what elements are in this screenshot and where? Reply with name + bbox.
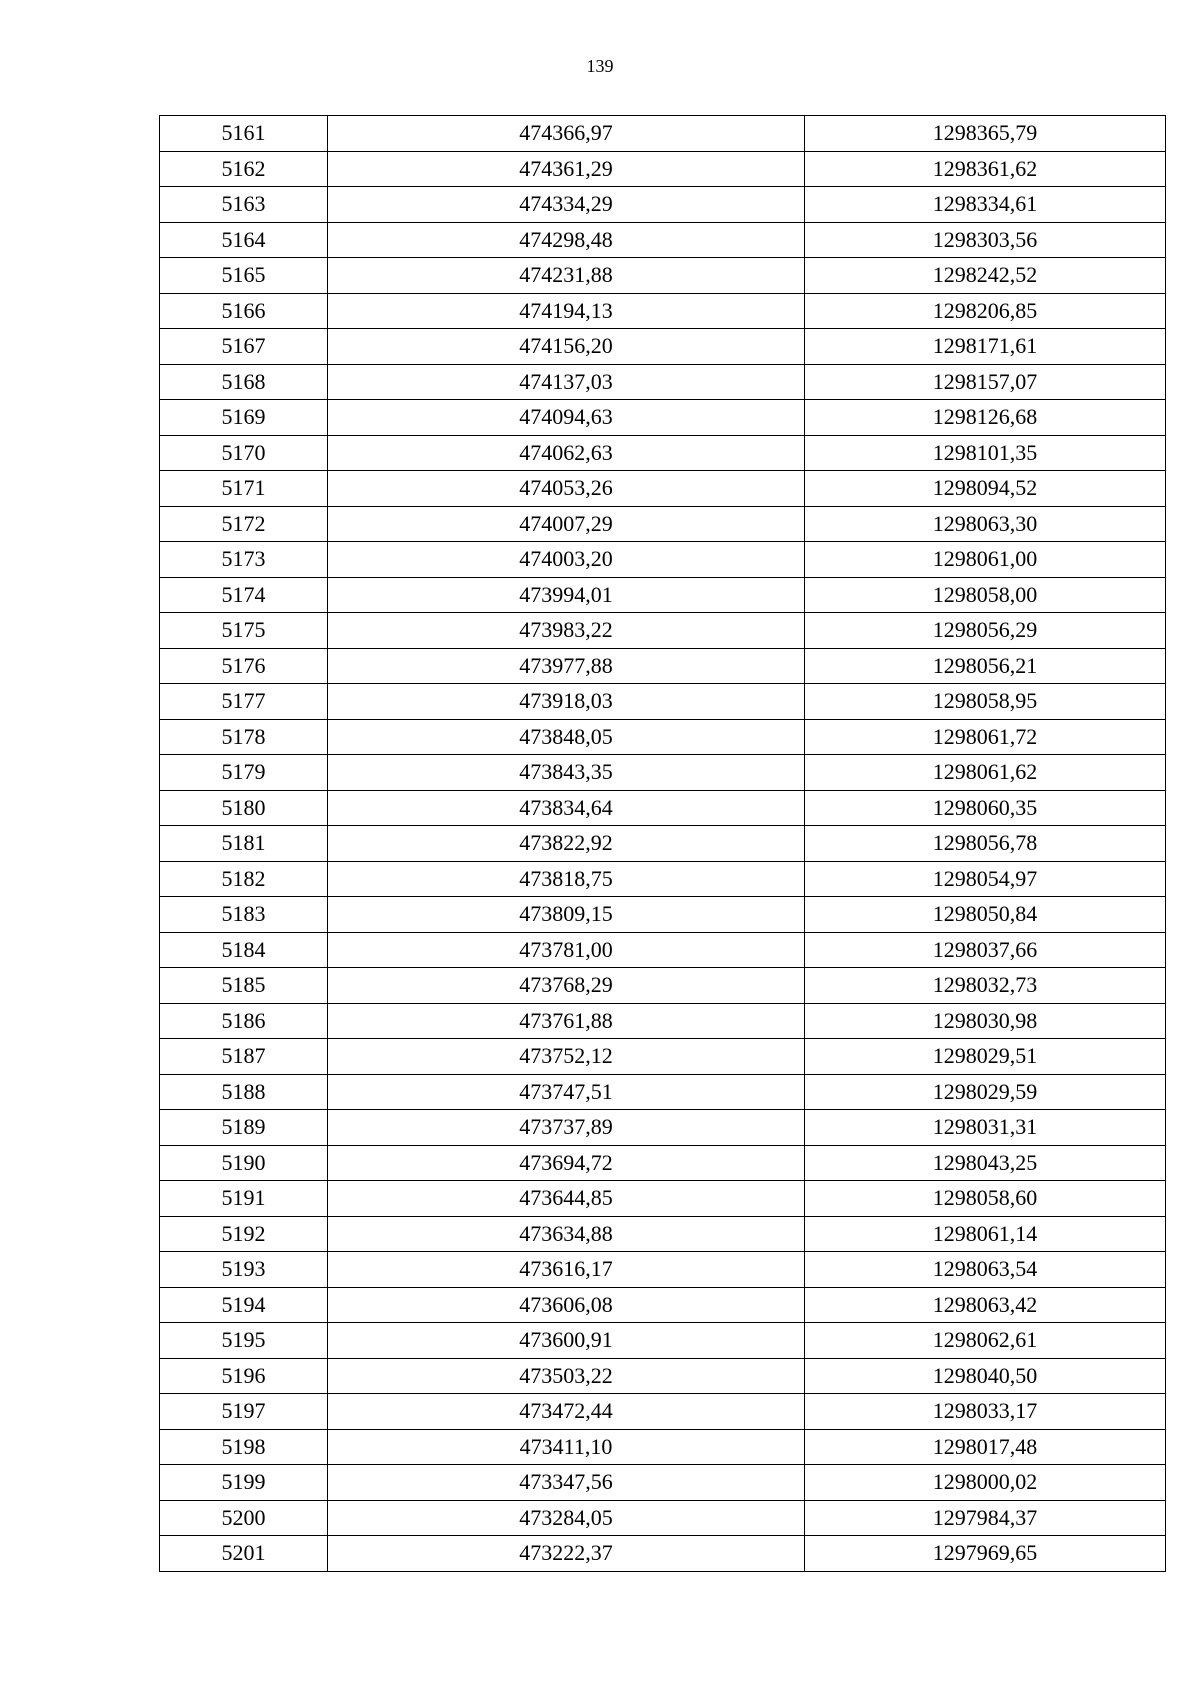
table-row bbox=[160, 1039, 1166, 1075]
point-number-cell: 5181 bbox=[160, 826, 328, 862]
y-coordinate-cell: 1298032,73 bbox=[805, 968, 1166, 1004]
x-coordinate-cell: 473616,17 bbox=[328, 1252, 805, 1288]
point-number-cell: 5176 bbox=[160, 648, 328, 684]
y-coordinate-cell: 1298031,31 bbox=[805, 1110, 1166, 1146]
table-row bbox=[160, 1287, 1166, 1323]
x-coordinate-cell: 474137,03 bbox=[328, 364, 805, 400]
point-number-cell: 5174 bbox=[160, 577, 328, 613]
x-coordinate-cell: 473809,15 bbox=[328, 897, 805, 933]
y-coordinate-cell: 1298061,62 bbox=[805, 755, 1166, 791]
table-row bbox=[160, 968, 1166, 1004]
y-coordinate-cell: 1298171,61 bbox=[805, 329, 1166, 365]
x-coordinate-cell: 473737,89 bbox=[328, 1110, 805, 1146]
point-number-cell: 5163 bbox=[160, 187, 328, 223]
point-number-cell: 5199 bbox=[160, 1465, 328, 1501]
x-coordinate-cell: 473222,37 bbox=[328, 1536, 805, 1572]
table-row bbox=[160, 613, 1166, 649]
point-number-cell: 5188 bbox=[160, 1074, 328, 1110]
table-row bbox=[160, 1145, 1166, 1181]
x-coordinate-cell: 474062,63 bbox=[328, 435, 805, 471]
point-number-cell: 5201 bbox=[160, 1536, 328, 1572]
table-row bbox=[160, 1181, 1166, 1217]
x-coordinate-cell: 473768,29 bbox=[328, 968, 805, 1004]
point-number-cell: 5162 bbox=[160, 151, 328, 187]
y-coordinate-cell: 1298061,00 bbox=[805, 542, 1166, 578]
y-coordinate-cell: 1298063,42 bbox=[805, 1287, 1166, 1323]
x-coordinate-cell: 474003,20 bbox=[328, 542, 805, 578]
x-coordinate-cell: 474298,48 bbox=[328, 222, 805, 258]
point-number-cell: 5190 bbox=[160, 1145, 328, 1181]
y-coordinate-cell: 1298058,00 bbox=[805, 577, 1166, 613]
y-coordinate-cell: 1298061,14 bbox=[805, 1216, 1166, 1252]
x-coordinate-cell: 474094,63 bbox=[328, 400, 805, 436]
page-number: 139 bbox=[586, 56, 614, 76]
x-coordinate-cell: 473347,56 bbox=[328, 1465, 805, 1501]
x-coordinate-cell: 474053,26 bbox=[328, 471, 805, 507]
point-number-cell: 5192 bbox=[160, 1216, 328, 1252]
y-coordinate-cell: 1298050,84 bbox=[805, 897, 1166, 933]
point-number-cell: 5191 bbox=[160, 1181, 328, 1217]
x-coordinate-cell: 473411,10 bbox=[328, 1429, 805, 1465]
y-coordinate-cell: 1297984,37 bbox=[805, 1500, 1166, 1536]
point-number-cell: 5180 bbox=[160, 790, 328, 826]
table-row bbox=[160, 1110, 1166, 1146]
y-coordinate-cell: 1298334,61 bbox=[805, 187, 1166, 223]
point-number-cell: 5187 bbox=[160, 1039, 328, 1075]
x-coordinate-cell: 473503,22 bbox=[328, 1358, 805, 1394]
point-number-cell: 5182 bbox=[160, 861, 328, 897]
table-row bbox=[160, 542, 1166, 578]
point-number-cell: 5184 bbox=[160, 932, 328, 968]
x-coordinate-cell: 473983,22 bbox=[328, 613, 805, 649]
y-coordinate-cell: 1298030,98 bbox=[805, 1003, 1166, 1039]
y-coordinate-cell: 1298303,56 bbox=[805, 222, 1166, 258]
point-number-cell: 5195 bbox=[160, 1323, 328, 1359]
y-coordinate-cell: 1298365,79 bbox=[805, 116, 1166, 152]
y-coordinate-cell: 1298056,21 bbox=[805, 648, 1166, 684]
x-coordinate-cell: 473761,88 bbox=[328, 1003, 805, 1039]
y-coordinate-cell: 1298037,66 bbox=[805, 932, 1166, 968]
table-row bbox=[160, 1323, 1166, 1359]
point-number-cell: 5169 bbox=[160, 400, 328, 436]
table-row bbox=[160, 1074, 1166, 1110]
y-coordinate-cell: 1298063,54 bbox=[805, 1252, 1166, 1288]
y-coordinate-cell: 1298058,60 bbox=[805, 1181, 1166, 1217]
x-coordinate-cell: 473834,64 bbox=[328, 790, 805, 826]
x-coordinate-cell: 474194,13 bbox=[328, 293, 805, 329]
table-row bbox=[160, 364, 1166, 400]
point-number-cell: 5185 bbox=[160, 968, 328, 1004]
point-number-cell: 5161 bbox=[160, 116, 328, 152]
table-row bbox=[160, 790, 1166, 826]
y-coordinate-cell: 1298054,97 bbox=[805, 861, 1166, 897]
y-coordinate-cell: 1298043,25 bbox=[805, 1145, 1166, 1181]
x-coordinate-cell: 473918,03 bbox=[328, 684, 805, 720]
table-row bbox=[160, 1358, 1166, 1394]
table-row bbox=[160, 435, 1166, 471]
point-number-cell: 5175 bbox=[160, 613, 328, 649]
x-coordinate-cell: 473600,91 bbox=[328, 1323, 805, 1359]
coordinates-table bbox=[159, 115, 1166, 1572]
table-row bbox=[160, 684, 1166, 720]
point-number-cell: 5171 bbox=[160, 471, 328, 507]
x-coordinate-cell: 474334,29 bbox=[328, 187, 805, 223]
table-row bbox=[160, 116, 1166, 152]
point-number-cell: 5170 bbox=[160, 435, 328, 471]
x-coordinate-cell: 473284,05 bbox=[328, 1500, 805, 1536]
point-number-cell: 5166 bbox=[160, 293, 328, 329]
table-row bbox=[160, 1500, 1166, 1536]
y-coordinate-cell: 1298242,52 bbox=[805, 258, 1166, 294]
x-coordinate-cell: 474007,29 bbox=[328, 506, 805, 542]
point-number-cell: 5173 bbox=[160, 542, 328, 578]
y-coordinate-cell: 1298157,07 bbox=[805, 364, 1166, 400]
point-number-cell: 5177 bbox=[160, 684, 328, 720]
point-number-cell: 5194 bbox=[160, 1287, 328, 1323]
point-number-cell: 5172 bbox=[160, 506, 328, 542]
table-row bbox=[160, 1394, 1166, 1430]
table-row bbox=[160, 719, 1166, 755]
y-coordinate-cell: 1298094,52 bbox=[805, 471, 1166, 507]
table-row bbox=[160, 293, 1166, 329]
point-number-cell: 5189 bbox=[160, 1110, 328, 1146]
x-coordinate-cell: 474231,88 bbox=[328, 258, 805, 294]
x-coordinate-cell: 473644,85 bbox=[328, 1181, 805, 1217]
point-number-cell: 5200 bbox=[160, 1500, 328, 1536]
coordinates-table-body bbox=[160, 116, 1166, 1572]
x-coordinate-cell: 473694,72 bbox=[328, 1145, 805, 1181]
y-coordinate-cell: 1298206,85 bbox=[805, 293, 1166, 329]
point-number-cell: 5197 bbox=[160, 1394, 328, 1430]
table-row bbox=[160, 187, 1166, 223]
table-row bbox=[160, 897, 1166, 933]
y-coordinate-cell: 1297969,65 bbox=[805, 1536, 1166, 1572]
table-row bbox=[160, 577, 1166, 613]
table-row bbox=[160, 1465, 1166, 1501]
y-coordinate-cell: 1298361,62 bbox=[805, 151, 1166, 187]
table-row bbox=[160, 222, 1166, 258]
table-row bbox=[160, 506, 1166, 542]
y-coordinate-cell: 1298061,72 bbox=[805, 719, 1166, 755]
y-coordinate-cell: 1298040,50 bbox=[805, 1358, 1166, 1394]
y-coordinate-cell: 1298126,68 bbox=[805, 400, 1166, 436]
point-number-cell: 5168 bbox=[160, 364, 328, 400]
point-number-cell: 5179 bbox=[160, 755, 328, 791]
y-coordinate-cell: 1298058,95 bbox=[805, 684, 1166, 720]
y-coordinate-cell: 1298101,35 bbox=[805, 435, 1166, 471]
point-number-cell: 5178 bbox=[160, 719, 328, 755]
table-row bbox=[160, 861, 1166, 897]
point-number-cell: 5193 bbox=[160, 1252, 328, 1288]
table-row bbox=[160, 1252, 1166, 1288]
table-row bbox=[160, 1429, 1166, 1465]
x-coordinate-cell: 473747,51 bbox=[328, 1074, 805, 1110]
table-row bbox=[160, 826, 1166, 862]
y-coordinate-cell: 1298062,61 bbox=[805, 1323, 1166, 1359]
table-row bbox=[160, 1216, 1166, 1252]
table-row bbox=[160, 400, 1166, 436]
y-coordinate-cell: 1298000,02 bbox=[805, 1465, 1166, 1501]
x-coordinate-cell: 473634,88 bbox=[328, 1216, 805, 1252]
x-coordinate-cell: 473752,12 bbox=[328, 1039, 805, 1075]
x-coordinate-cell: 473781,00 bbox=[328, 932, 805, 968]
y-coordinate-cell: 1298056,78 bbox=[805, 826, 1166, 862]
table-row bbox=[160, 648, 1166, 684]
y-coordinate-cell: 1298017,48 bbox=[805, 1429, 1166, 1465]
x-coordinate-cell: 474366,97 bbox=[328, 116, 805, 152]
table-row bbox=[160, 329, 1166, 365]
x-coordinate-cell: 473472,44 bbox=[328, 1394, 805, 1430]
x-coordinate-cell: 473606,08 bbox=[328, 1287, 805, 1323]
x-coordinate-cell: 473843,35 bbox=[328, 755, 805, 791]
table-row bbox=[160, 755, 1166, 791]
point-number-cell: 5167 bbox=[160, 329, 328, 365]
table-row bbox=[160, 151, 1166, 187]
y-coordinate-cell: 1298029,59 bbox=[805, 1074, 1166, 1110]
table-row bbox=[160, 1536, 1166, 1572]
x-coordinate-cell: 473848,05 bbox=[328, 719, 805, 755]
y-coordinate-cell: 1298029,51 bbox=[805, 1039, 1166, 1075]
x-coordinate-cell: 473977,88 bbox=[328, 648, 805, 684]
point-number-cell: 5183 bbox=[160, 897, 328, 933]
y-coordinate-cell: 1298033,17 bbox=[805, 1394, 1166, 1430]
point-number-cell: 5198 bbox=[160, 1429, 328, 1465]
table-row bbox=[160, 258, 1166, 294]
table-row bbox=[160, 471, 1166, 507]
point-number-cell: 5164 bbox=[160, 222, 328, 258]
y-coordinate-cell: 1298056,29 bbox=[805, 613, 1166, 649]
y-coordinate-cell: 1298060,35 bbox=[805, 790, 1166, 826]
x-coordinate-cell: 473818,75 bbox=[328, 861, 805, 897]
x-coordinate-cell: 474361,29 bbox=[328, 151, 805, 187]
y-coordinate-cell: 1298063,30 bbox=[805, 506, 1166, 542]
point-number-cell: 5196 bbox=[160, 1358, 328, 1394]
table-row bbox=[160, 932, 1166, 968]
x-coordinate-cell: 474156,20 bbox=[328, 329, 805, 365]
table-row bbox=[160, 1003, 1166, 1039]
x-coordinate-cell: 473822,92 bbox=[328, 826, 805, 862]
point-number-cell: 5165 bbox=[160, 258, 328, 294]
point-number-cell: 5186 bbox=[160, 1003, 328, 1039]
x-coordinate-cell: 473994,01 bbox=[328, 577, 805, 613]
